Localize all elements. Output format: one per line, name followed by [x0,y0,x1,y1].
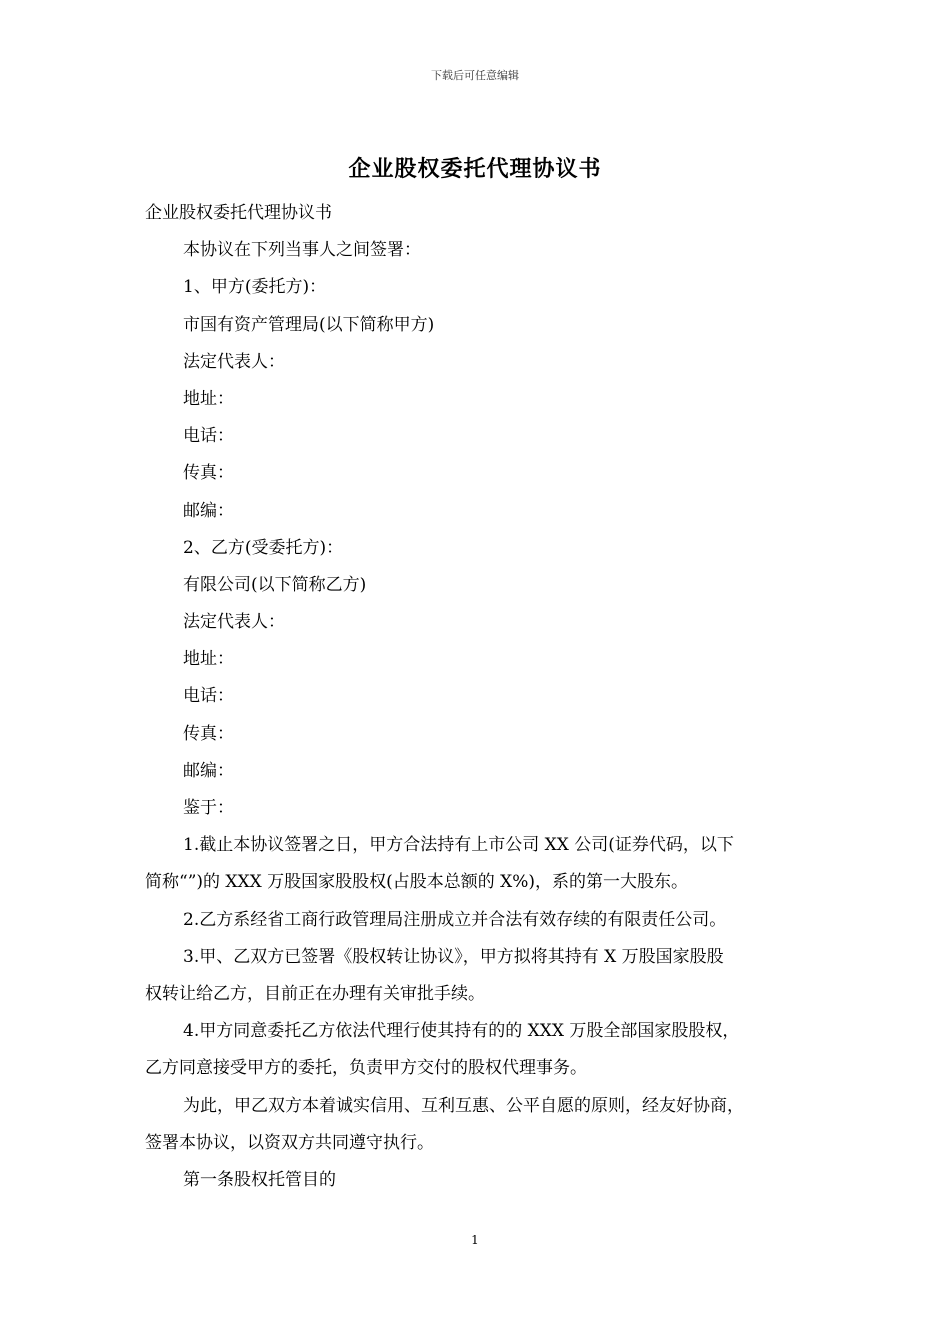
paragraph-line: 传真： [183,463,234,484]
paragraph-line: 法定代表人： [183,351,285,372]
paragraph-line: 邮编： [183,500,234,521]
paragraph-line: 第一条股权托管目的 [183,1169,336,1190]
header-note: 下载后可任意编辑 [431,69,519,82]
paragraph-line: 市国有资产管理局(以下简称甲方) [183,314,435,335]
document-title: 企业股权委托代理协议书 [348,156,602,182]
paragraph-line: 鉴于： [183,798,234,818]
paragraph-line: 为此，甲乙双方本着诚实信用、互利互惠、公平自愿的原则，经友好协商， [183,1095,744,1116]
paragraph-line: 1.截止本协议签署之日，甲方合法持有上市公司 XX 公司(证券代码，以下 [183,835,734,856]
paragraph-line: 法定代表人： [183,612,285,633]
paragraph-line: 权转让给乙方，目前正在办理有关审批手续。 [145,983,485,1004]
paragraph-line: 传真： [183,723,234,744]
paragraph-line: 本协议在下列当事人之间签署： [183,240,421,261]
document-body [145,195,810,1199]
paragraph-line: 4.甲方同意委托乙方依法代理行使其持有的的 XXX 万股全部国家股股权， [183,1021,740,1042]
paragraph-line: 地址： [183,388,234,409]
paragraph-line: 2.乙方系经省工商行政管理局注册成立并合法有效存续的有限责任公司。 [183,909,727,930]
paragraph-line: 地址： [183,649,234,670]
paragraph-line: 电话： [183,426,234,447]
paragraph-line: 简称“”)的 XXX 万股国家股股权(占股本总额的 X%)，系的第一大股东。 [145,872,689,893]
paragraph-line: 有限公司(以下简称乙方) [183,574,367,595]
paragraph-line: 邮编： [183,760,234,781]
paragraph-line: 3.甲、乙双方已签署《股权转让协议》，甲方拟将其持有 X 万股国家股股 [183,946,724,967]
page-number: 1 [471,1233,479,1247]
paragraph-line: 1、甲方(委托方)： [183,277,327,298]
paragraph-line: 2、乙方(受委托方)： [183,537,344,558]
paragraph-line: 签署本协议，以资双方共同遵守执行。 [145,1132,434,1153]
paragraph-line: 电话： [183,686,234,707]
paragraph-line: 企业股权委托代理协议书 [145,203,332,223]
paragraph-line: 乙方同意接受甲方的委托，负责甲方交付的股权代理事务。 [145,1058,587,1079]
